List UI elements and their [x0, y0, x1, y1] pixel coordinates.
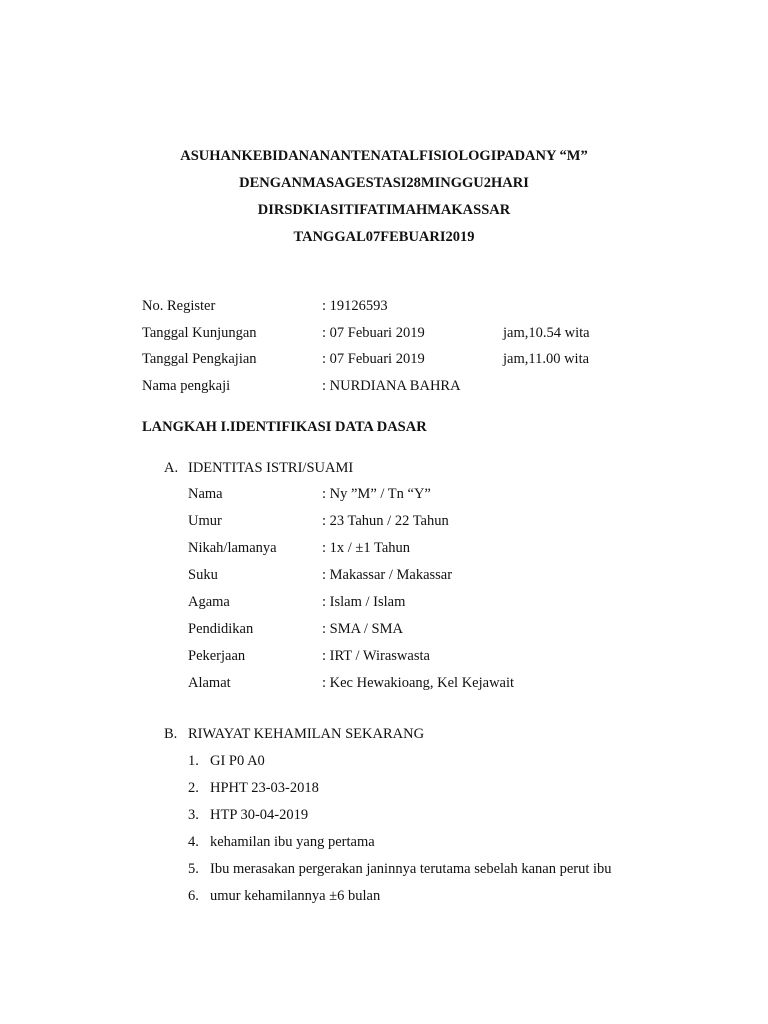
assessment-date-value: : 07 Febuari 2019	[322, 351, 425, 367]
document-title-line-4: TANGGAL07FEBUARI2019	[293, 229, 475, 245]
identity-label: Nikah/lamanya	[188, 540, 277, 556]
list-item-number: 3.	[188, 807, 199, 823]
list-item-number: 6.	[188, 888, 199, 904]
register-value: : 19126593	[322, 298, 388, 314]
identity-value: : 1x / ±1 Tahun	[322, 540, 411, 556]
identity-value: : Kec Hewakioang, Kel Kejawait	[322, 675, 515, 691]
identity-value: : SMA / SMA	[322, 621, 403, 637]
identity-value: : Islam / Islam	[322, 594, 406, 610]
section-a-title: IDENTITAS ISTRI/SUAMI	[188, 460, 354, 476]
list-item-number: 1.	[188, 753, 199, 769]
identity-value: : IRT / Wiraswasta	[322, 648, 430, 664]
document-title-line-2: DENGANMASAGESTASI28MINGGU2HARI	[239, 175, 529, 191]
step-heading: LANGKAH I.IDENTIFIKASI DATA DASAR	[142, 419, 427, 435]
identity-label: Suku	[188, 567, 218, 583]
section-b-title: RIWAYAT KEHAMILAN SEKARANG	[188, 726, 425, 742]
list-item-number: 2.	[188, 780, 199, 796]
list-item: HTP 30-04-2019	[210, 807, 309, 823]
identity-value: : 23 Tahun / 22 Tahun	[322, 513, 449, 529]
identity-label: Alamat	[188, 675, 231, 691]
list-item: umur kehamilannya ±6 bulan	[210, 888, 381, 904]
identity-label: Pendidikan	[188, 621, 254, 637]
register-label: No. Register	[142, 298, 216, 314]
assessor-value: : NURDIANA BAHRA	[322, 378, 461, 394]
identity-label: Agama	[188, 594, 230, 610]
section-b-letter: B.	[164, 726, 178, 742]
list-item: Ibu merasakan pergerakan janinnya terutama sebelah kanan perut ibu	[210, 861, 612, 877]
list-item-number: 4.	[188, 834, 199, 850]
identity-value: : Makassar / Makassar	[322, 567, 453, 583]
assessor-label: Nama pengkaji	[142, 378, 231, 394]
identity-label: Pekerjaan	[188, 648, 246, 664]
identity-value: : Ny ”M” / Tn “Y”	[322, 486, 431, 502]
assessment-time-value: jam,11.00 wita	[503, 351, 590, 367]
document-title-line-3: DIRSDKIASITIFATIMAHMAKASSAR	[257, 202, 511, 218]
visit-date-value: : 07 Febuari 2019	[322, 325, 425, 341]
section-a-letter: A.	[164, 460, 179, 476]
list-item: GI P0 A0	[210, 753, 265, 769]
list-item: kehamilan ibu yang pertama	[210, 834, 375, 850]
list-item-number: 5.	[188, 861, 199, 877]
identity-label: Nama	[188, 486, 223, 502]
assessment-date-label: Tanggal Pengkajian	[142, 351, 257, 367]
list-item: HPHT 23-03-2018	[210, 780, 319, 796]
document-title-line-1: ASUHANKEBIDANANANTENATALFISIOLOGIPADANY “M”	[180, 148, 588, 164]
identity-label: Umur	[188, 513, 222, 529]
visit-time-value: jam,10.54 wita	[503, 325, 590, 341]
visit-date-label: Tanggal Kunjungan	[142, 325, 257, 341]
